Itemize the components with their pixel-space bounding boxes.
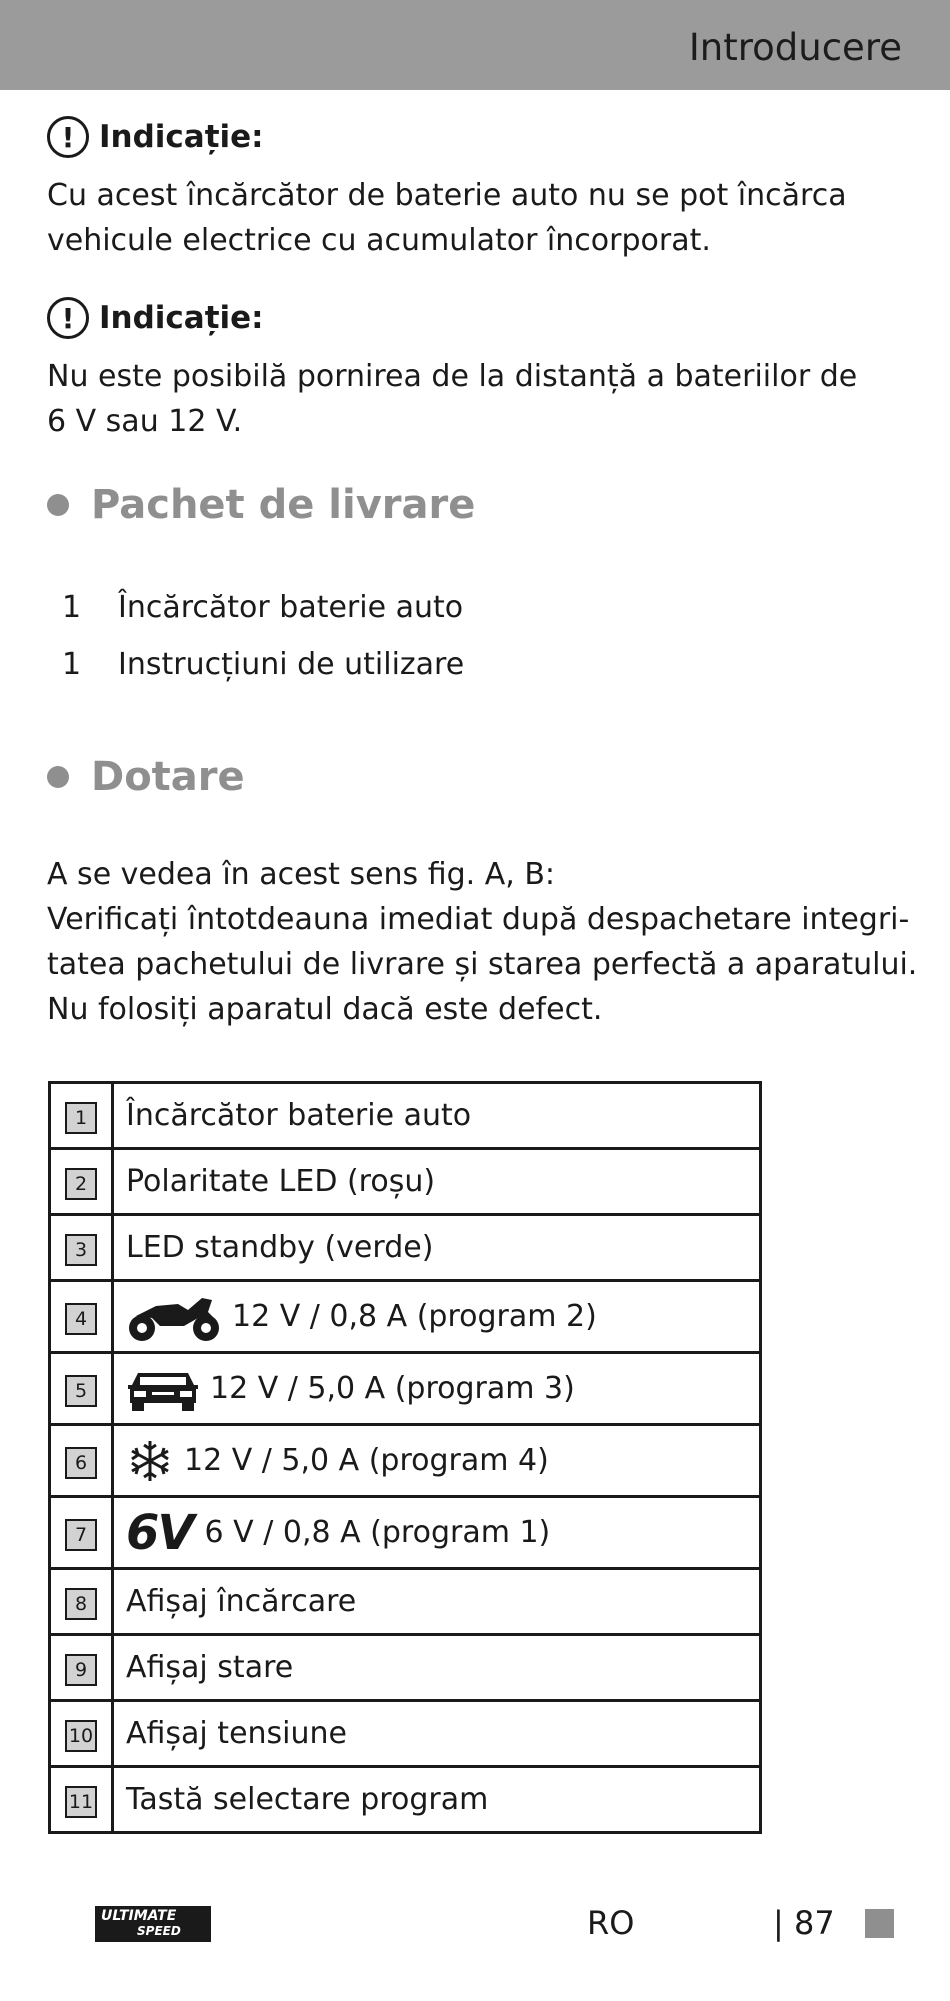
- logo-text-top: ULTIMATE: [101, 1908, 177, 1924]
- number-cell: [50, 1353, 113, 1425]
- number-cell: [50, 1083, 113, 1149]
- item-quantity: 1: [62, 647, 82, 682]
- features-table: [48, 1081, 762, 1834]
- table-row: [50, 1149, 761, 1215]
- note-heading: [47, 297, 264, 339]
- description-cell: LED standby (verde): [113, 1215, 761, 1281]
- number-cell: [50, 1701, 113, 1767]
- description-cell: Polaritate LED (roșu): [113, 1149, 761, 1215]
- brand-logo: [95, 1906, 211, 1942]
- car-icon: [126, 1367, 200, 1411]
- six-volt-icon: 6V: [126, 1504, 193, 1561]
- table-row: [50, 1425, 761, 1497]
- description-cell: Afișaj încărcare: [113, 1569, 761, 1635]
- page-number: | 87: [773, 1904, 835, 1942]
- table-row: [50, 1353, 761, 1425]
- number-box: 2: [65, 1168, 97, 1200]
- number-cell: [50, 1497, 113, 1569]
- motorcycle-icon: [126, 1290, 222, 1344]
- snowflake-icon: [126, 1439, 174, 1483]
- number-cell: [50, 1425, 113, 1497]
- row-text: 6 V / 0,8 A (program 1): [204, 1515, 551, 1550]
- table-row: [50, 1701, 761, 1767]
- number-box: 3: [65, 1234, 97, 1266]
- section-title: Dotare: [91, 754, 245, 800]
- item-quantity: 1: [62, 590, 82, 625]
- bullet-icon: [47, 766, 69, 788]
- number-box: 11: [65, 1786, 97, 1818]
- exclamation-icon: !: [47, 297, 89, 339]
- number-cell: [50, 1149, 113, 1215]
- number-box: 9: [65, 1654, 97, 1686]
- item-name: Încărcător baterie auto: [118, 590, 464, 625]
- page-marker: [865, 1909, 894, 1938]
- description-cell: Încărcător baterie auto: [113, 1083, 761, 1149]
- language-code: RO: [587, 1904, 635, 1942]
- row-text: 12 V / 0,8 A (program 2): [232, 1299, 597, 1334]
- section-heading-equipment: [47, 754, 245, 800]
- page-title: Introducere: [688, 26, 902, 69]
- row-text: 12 V / 5,0 A (program 4): [184, 1443, 549, 1478]
- list-item: [62, 647, 464, 682]
- number-box: 10: [65, 1720, 97, 1752]
- note-label: Indicație:: [99, 119, 264, 155]
- section-heading-delivery: [47, 482, 475, 528]
- number-cell: [50, 1569, 113, 1635]
- number-cell: [50, 1767, 113, 1833]
- note-heading: [47, 116, 264, 158]
- number-box: 1: [65, 1102, 97, 1134]
- table-row: [50, 1215, 761, 1281]
- item-name: Instrucțiuni de utilizare: [118, 647, 465, 682]
- description-cell: Afișaj tensiune: [113, 1701, 761, 1767]
- number-cell: [50, 1215, 113, 1281]
- description-cell: [113, 1497, 761, 1569]
- description-cell: Afișaj stare: [113, 1635, 761, 1701]
- number-box: 8: [65, 1588, 97, 1620]
- table-row: [50, 1635, 761, 1701]
- logo-text-bottom: SPEED: [137, 1924, 181, 1938]
- row-text: 12 V / 5,0 A (program 3): [210, 1371, 575, 1406]
- exclamation-icon: !: [47, 116, 89, 158]
- number-box: 7: [65, 1519, 97, 1551]
- table-row: [50, 1497, 761, 1569]
- number-cell: [50, 1281, 113, 1353]
- page-header: [0, 0, 950, 90]
- table-row: [50, 1767, 761, 1833]
- note-text: Nu este posibilă pornirea de la distanță a bateriilor de 6 V sau 12 V.: [47, 359, 858, 439]
- table-row: [50, 1083, 761, 1149]
- number-cell: [50, 1635, 113, 1701]
- section-title: Pachet de livrare: [91, 482, 476, 528]
- equipment-intro: A se vedea în acest sens fig. A, B: Verificați întotdeauna imediat după despachetare integri- tatea pachetului de livrare și starea perfectă a aparatului. Nu folosiți aparatul dacă este defect.: [47, 857, 918, 1027]
- table-row: [50, 1281, 761, 1353]
- number-box: 6: [65, 1447, 97, 1479]
- note-text: Cu acest încărcător de baterie auto nu se pot încărca vehicule electrice cu acumulator încorporat.: [47, 178, 847, 258]
- bullet-icon: [47, 494, 69, 516]
- description-cell: Tastă selectare program: [113, 1767, 761, 1833]
- description-cell: [113, 1353, 761, 1425]
- number-box: 5: [65, 1375, 97, 1407]
- table-row: [50, 1569, 761, 1635]
- note-label: Indicație:: [99, 300, 264, 336]
- number-box: 4: [65, 1303, 97, 1335]
- description-cell: [113, 1281, 761, 1353]
- description-cell: [113, 1425, 761, 1497]
- list-item: [62, 590, 463, 625]
